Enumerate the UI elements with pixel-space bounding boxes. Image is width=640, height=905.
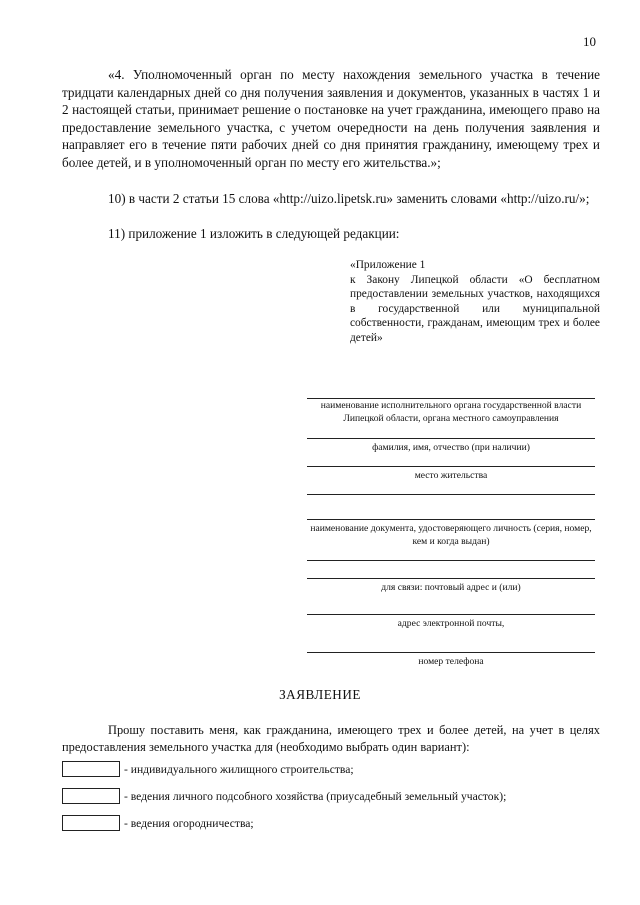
- option-checkbox-gardening[interactable]: [62, 815, 120, 831]
- id-document-caption: наименование документа, удостоверяющего личность (серия, номер, кем и когда выдан): [310, 523, 592, 547]
- appendix-text: к Закону Липецкой области «О бесплатном предоставлении земельных участков, находящихся в государственной или муниципальной собственности, гражданам, имеющим трех и более детей»: [350, 273, 600, 344]
- paragraph-4: «4. Уполномоченный орган по месту нахождения земельного участка в течение тридцати календарных дней со дня получения заявления и документов, указанных в частях 1 и 2 настоящей статьи, принимает решение о постановке на учет гражданина, имеющего право на предоставление земельного участка, с учетом очередности на день получения заявления и направляет его в течение пяти рабочих дней со дня принятия гражданину, имеющему трех и более детей, и в уполномоченный орган по месту его жительства.»;: [62, 67, 600, 170]
- appendix-title: «Приложение 1: [350, 259, 426, 271]
- residence-caption: место жительства: [414, 470, 488, 481]
- option-checkbox-housing[interactable]: [62, 761, 120, 777]
- residence-line-2[interactable]: [307, 494, 595, 495]
- option-label-farming: - ведения личного подсобного хозяйства (приусадебный земельный участок);: [124, 789, 507, 803]
- statement-heading: ЗАЯВЛЕНИЕ: [279, 687, 361, 702]
- page-number: 10: [583, 34, 596, 49]
- statement-text: Прошу поставить меня, как гражданина, имеющего трех и более детей, на учет в целях предоставления земельного участка для (необходимо выбрать один вариант):: [62, 723, 600, 754]
- id-document-line[interactable]: [307, 519, 595, 520]
- appendix-block: [350, 258, 600, 346]
- option-label-housing: - индивидуального жилищного строительства;: [124, 762, 354, 776]
- option-checkbox-farming[interactable]: [62, 788, 120, 804]
- option-row-housing: [62, 759, 354, 779]
- id-document-line-2[interactable]: [307, 560, 595, 561]
- full-name-line[interactable]: [307, 438, 595, 439]
- postal-address-line[interactable]: [307, 578, 595, 579]
- email-line[interactable]: [307, 614, 595, 615]
- option-label-gardening: - ведения огородничества;: [124, 816, 254, 830]
- postal-address-caption: для связи: почтовый адрес и (или): [381, 582, 521, 593]
- full-name-caption: фамилия, имя, отчество (при наличии): [372, 442, 530, 453]
- paragraph-10: 10) в части 2 статьи 15 слова «http://uizo.lipetsk.ru» заменить словами «http://uizo.ru/»;: [108, 191, 590, 206]
- authority-name-caption: наименование исполнительного органа государственной власти Липецкой области, органа местного самоуправления: [320, 400, 582, 424]
- residence-line[interactable]: [307, 466, 595, 467]
- phone-caption: номер телефона: [418, 656, 484, 667]
- email-caption: адрес электронной почты,: [397, 618, 505, 629]
- phone-line[interactable]: [307, 652, 595, 653]
- option-row-gardening: [62, 813, 254, 833]
- paragraph-11: 11) приложение 1 изложить в следующей редакции:: [108, 226, 400, 241]
- option-row-farming: [62, 786, 506, 806]
